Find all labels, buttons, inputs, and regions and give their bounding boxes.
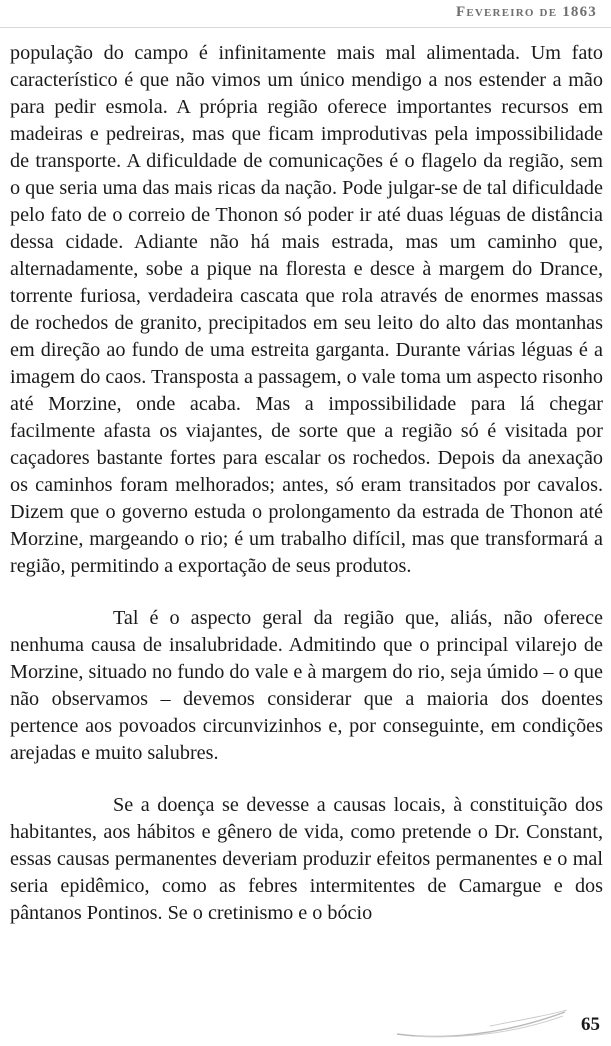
header-divider bbox=[0, 27, 611, 28]
running-header: Fevereiro de 1863 bbox=[455, 4, 597, 20]
paragraph-2: Tal é o aspecto geral da região que, aliás, não oferece nenhuma causa de insalubridade. Admitindo que o principal vilarejo de Morzine, situado no fundo do vale e à margem do rio, seja úmido – o que não observamos – devemos considerar que a maioria dos doentes pertence aos povoados circunvizinhos e, por conseguinte, em condições arejadas e muito salubres. bbox=[10, 607, 603, 764]
page-body bbox=[10, 40, 603, 927]
page-number: 65 bbox=[581, 1014, 600, 1035]
paragraph-1: população do campo é infinitamente mais mal alimentada. Um fato característico é que não vimos um único mendigo a nos estender a mão para pedir esmola. A própria região oferece importantes recursos em madeiras e pedreiras, mas que ficam improdutivas pela impossibilidade de transporte. A dificuldade de comunicações é o flagelo da região, sem o que seria uma das mais ricas da nação. Pode julgar-se de tal dificuldade pelo fato de o correio de Thonon só poder ir até duas léguas de distância dessa cidade. Adiante não há mais estrada, mas um caminho que, alternadamente, sobe a pique na floresta e desce à margem do Drance, torrente furiosa, verdadeira cascata que rola através de enormes massas de rochedos de granito, precipitados em seu leito do alto das montanhas em direção ao fundo de uma estreita garganta. Durante várias léguas é a imagem do caos. Transposta a passagem, o vale toma um aspecto risonho até Morzine, onde acaba. Mas a impossibilidade para lá chegar facilmente afasta os viajantes, de sorte que a região só é visitada por caçadores bastante fortes para escalar os rochedos. Depois da anexação os caminhos foram melhorados; antes, só eram transitados por cavalos. Dizem que o governo estuda o prolongamento da estrada de Thonon até Morzine, margeando o rio; é um trabalho difícil, mas que transformará a região, permitindo a exportação de seus produtos. bbox=[10, 42, 603, 577]
paragraph-3: Se a doença se devesse a causas locais, à constituição dos habitantes, aos hábitos e gênero de vida, como pretende o Dr. Constant, essas causas permanentes deveriam produzir efeitos permanentes e o mal seria epidêmico, como as febres intermitentes de Camargue e dos pântanos Pontinos. Se o cretinismo e o bócio bbox=[10, 794, 603, 924]
footer-ornament bbox=[395, 1006, 570, 1040]
